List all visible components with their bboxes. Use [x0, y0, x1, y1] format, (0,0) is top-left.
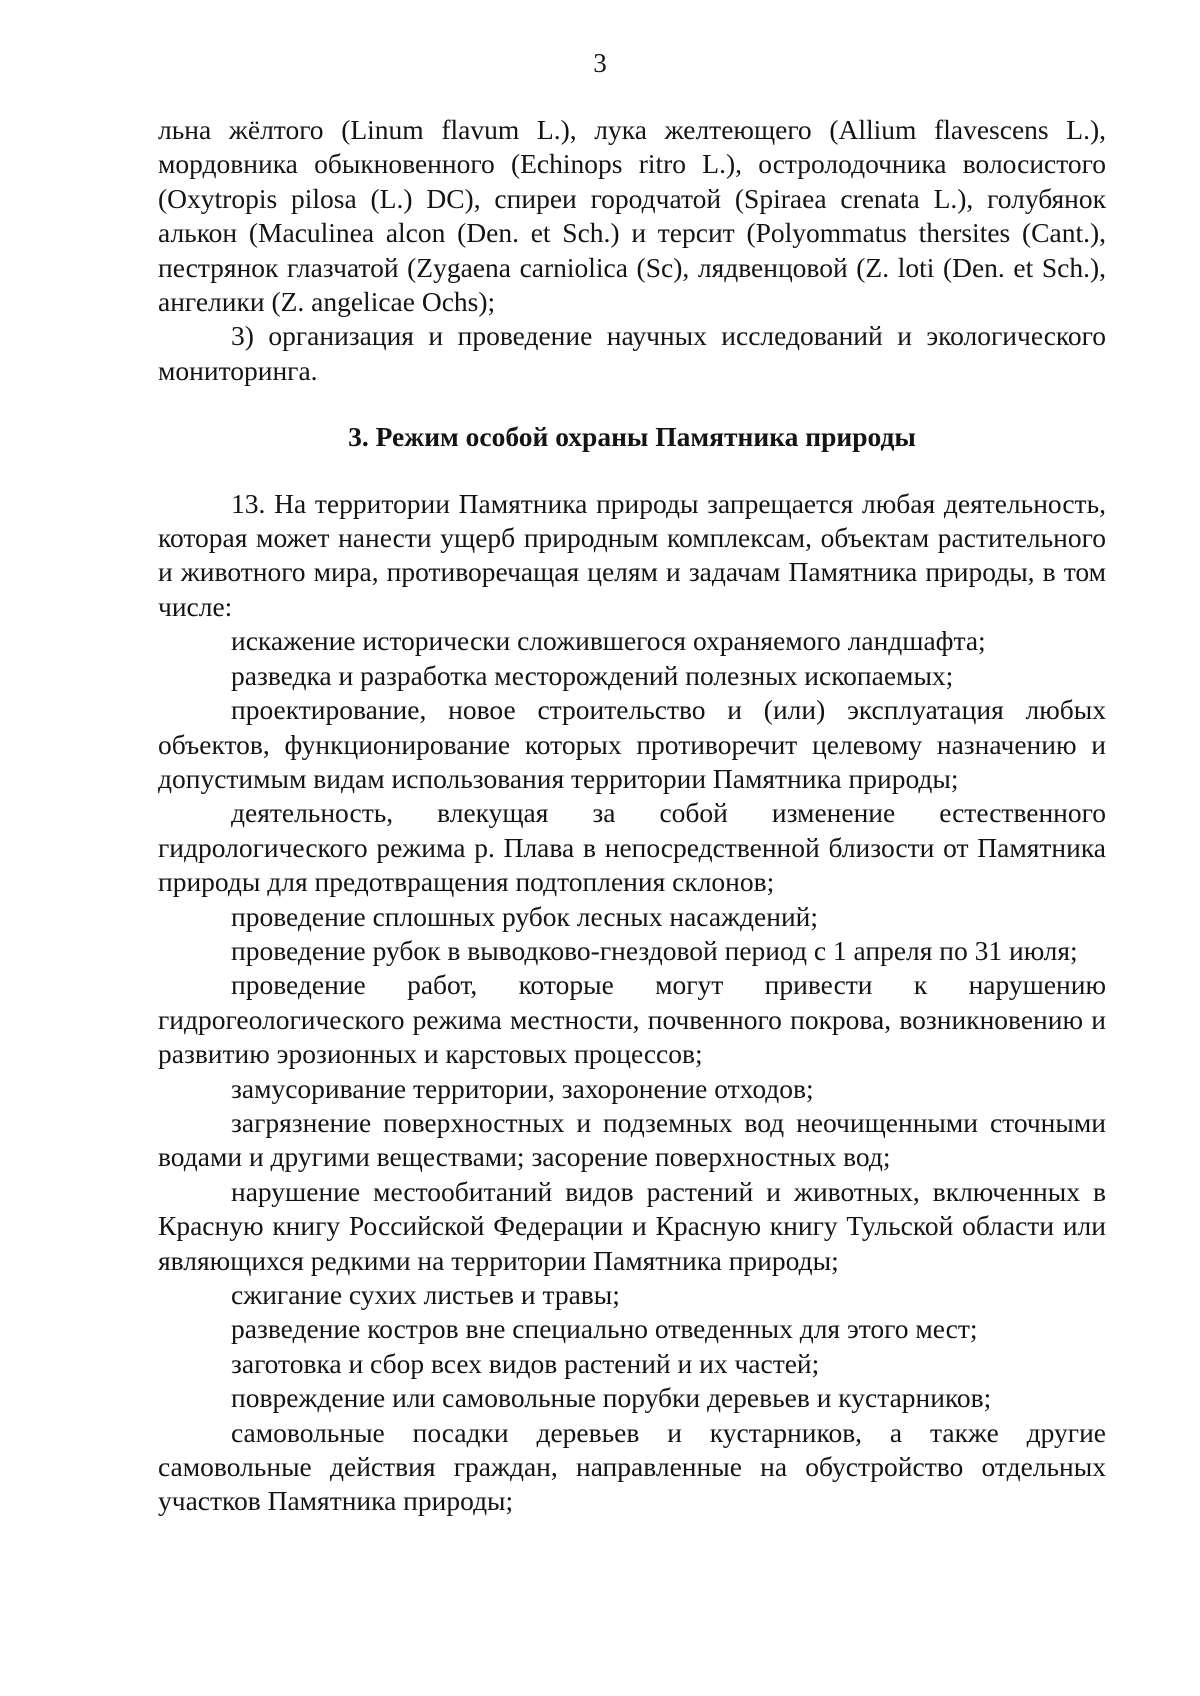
prohibited-activity-item: проведение сплошных рубок лесных насаждений;	[231, 900, 819, 932]
prohibited-activity-item: сжигание сухих листьев и травы;	[231, 1279, 620, 1310]
prohibited-activity-item: повреждение или самовольные порубки деревьев и кустарников;	[231, 1382, 992, 1414]
prohibited-activity-item: самовольные посадки деревьев и кустарников, а также другие самовольные действия граждан, направленные на обустройство отдельных участков Памятника природы;	[158, 1416, 1106, 1517]
prohibited-activity-item: разведка и разработка месторождений полезных ископаемых;	[231, 659, 954, 691]
clause-13-intro: 13. На территории Памятника природы запрещается любая деятельность, которая может нанести ущерб природным комплексам, объектам растительного и животного мира, противоречащая целям и задачам Памятника природы, в том числе:	[158, 487, 1106, 622]
species-list-paragraph: льна жёлтого (Linum flavum L.), лука желтеющего (Allium flavescens L.), мордовника обыкновенного (Echinops ritro L.), остролодочника волосистого (Oxytropis pilosa (L.) DC), спиреи городчатой (Spiraea crenata L.), голубянок алькон (Maculinea alcon (Den. et Sch.) и терсит (Polyommatus thersites (Cant.), пестрянок глазчатой (Zygaena carniolica (Sc), лядвенцовой (Z. loti (Den. et Sch.), ангелики (Z. angelicae Ochs);	[158, 114, 1106, 318]
prohibited-activity-item: искажение исторически сложившегося охраняемого ландшафта;	[231, 625, 986, 657]
prohibited-activity-item: проектирование, новое строительство и (или) эксплуатация любых объектов, функционирование которых противоречит целевому назначению и допустимым видам использования территории Памятника природы;	[158, 694, 1106, 794]
document-body	[158, 113, 1106, 1519]
prohibited-activity-item: заготовка и сбор всех видов растений и их частей;	[231, 1347, 820, 1379]
prohibited-activity-item: замусоривание территории, захоронение отходов;	[231, 1072, 814, 1104]
page-number: 3	[593, 48, 607, 78]
prohibited-activity-item: загрязнение поверхностных и подземных вод неочищенными сточными водами и другими веществами; засорение поверхностных вод;	[158, 1106, 1106, 1173]
prohibited-activity-item: деятельность, влекущая за собой изменение естественного гидрологического режима р. Плава в непосредственной близости от Памятника природы для предотвращения подтопления склонов;	[158, 797, 1106, 898]
section-heading: 3. Режим особой охраны Памятника природы	[348, 421, 916, 453]
prohibited-activity-item: проведение работ, которые могут привести к нарушению гидрогеологического режима местности, почвенного покрова, возникновению и развитию эрозионных и карстовых процессов;	[158, 969, 1106, 1070]
prohibited-activity-item: проведение рубок в выводково-гнездовой период с 1 апреля по 31 июля;	[231, 934, 1078, 966]
task-item-3: 3) организация и проведение научных исследований и экологического мониторинга.	[158, 320, 1106, 386]
prohibited-activity-item: нарушение местообитаний видов растений и животных, включенных в Красную книгу Российской Федерации и Красную книгу Тульской области или являющихся редкими на территории Памятника природы;	[158, 1175, 1106, 1276]
prohibited-activity-item: разведение костров вне специально отведенных для этого мест;	[231, 1313, 978, 1345]
